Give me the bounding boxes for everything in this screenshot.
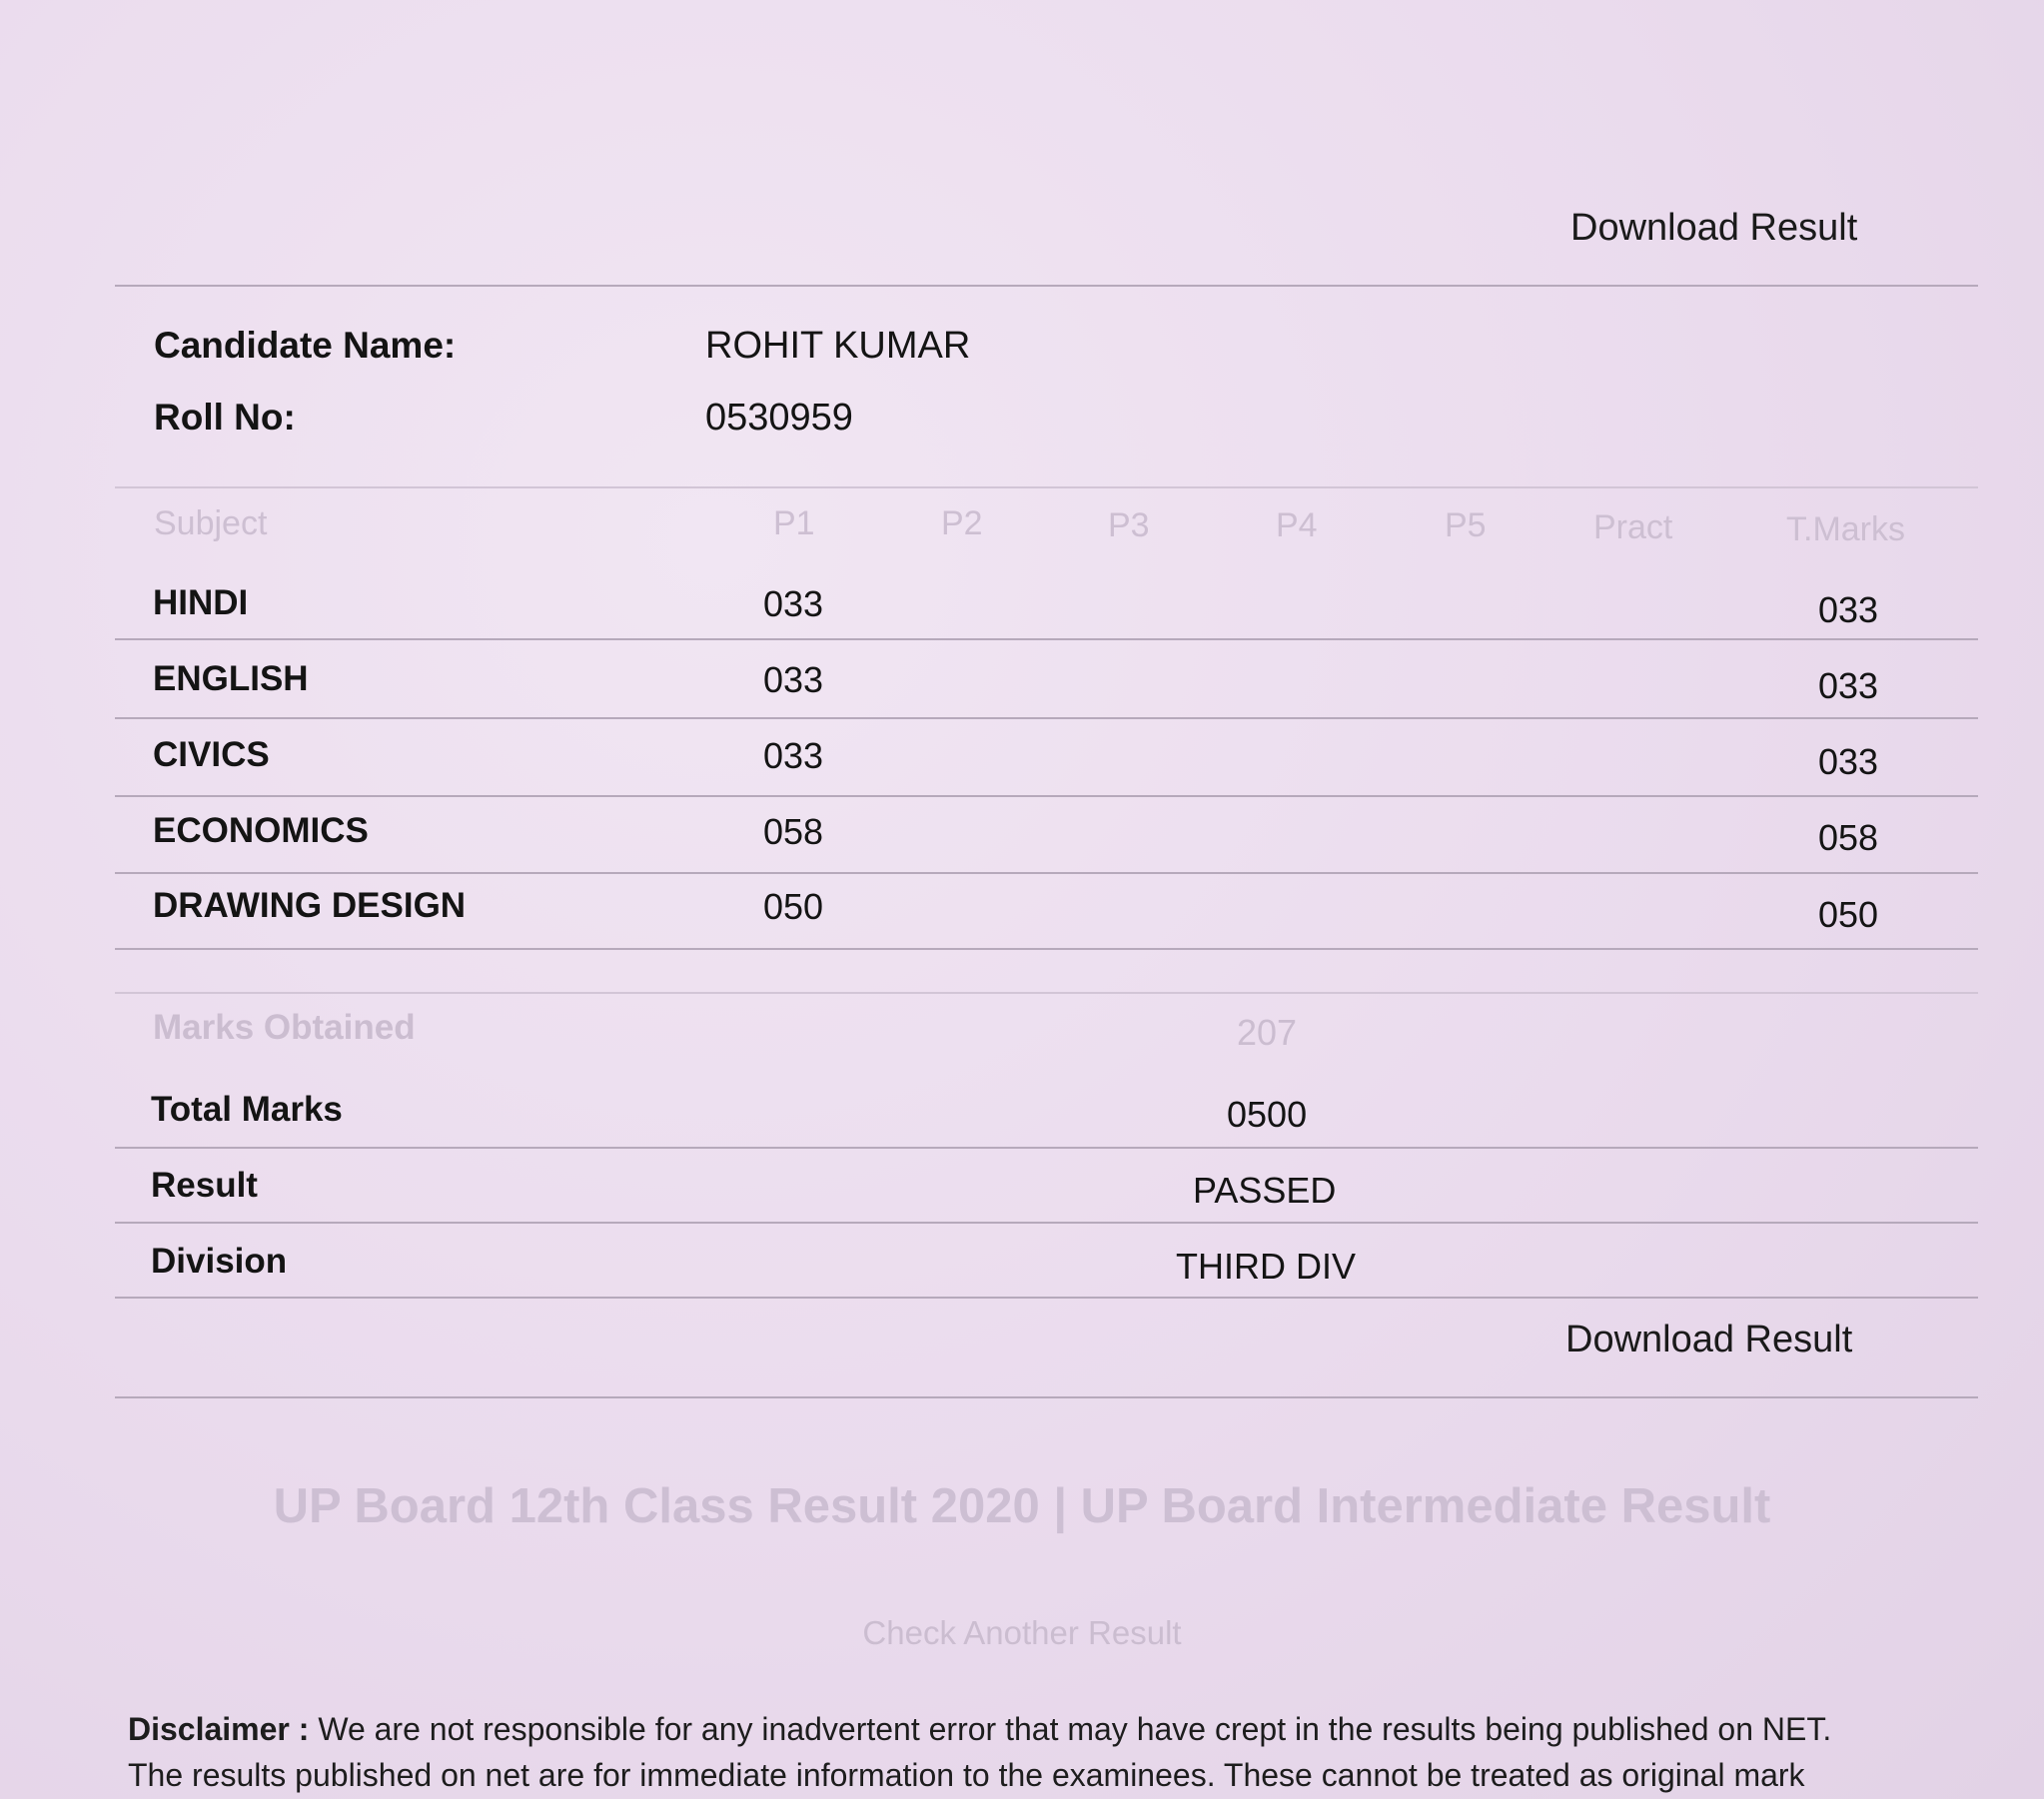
- disclaimer-line-1: We are not responsible for any inadvertent error that may have crept in the results being published on NET.: [318, 1711, 1832, 1747]
- row-divider: [115, 795, 1978, 797]
- row-divider: [115, 1147, 1978, 1149]
- row-p1: 033: [763, 659, 824, 700]
- download-result-link-bottom[interactable]: Download Result: [1565, 1319, 1853, 1360]
- row-subject: DRAWING DESIGN: [153, 886, 467, 925]
- header-p3: P3: [1108, 506, 1150, 544]
- header-p2: P2: [941, 504, 983, 542]
- row-divider: [115, 717, 1978, 719]
- row-subject: ENGLISH: [153, 659, 309, 698]
- header-p5: P5: [1445, 506, 1487, 544]
- row-divider: [115, 872, 1978, 874]
- result-value: PASSED: [1193, 1170, 1337, 1211]
- divider-bottom: [115, 1396, 1978, 1398]
- row-subject: CIVICS: [153, 735, 270, 774]
- total-marks-label: Total Marks: [151, 1090, 343, 1129]
- divider-top: [115, 285, 1978, 287]
- header-subject: Subject: [154, 504, 268, 542]
- disclaimer-line-2: The results published on net are for immediate information to the examinees. These cannot be treated as original mark: [128, 1757, 1805, 1793]
- roll-no-value: 0530959: [705, 397, 853, 439]
- row-total: 058: [1818, 817, 1879, 858]
- disclaimer-label: Disclaimer :: [128, 1711, 310, 1747]
- row-p1: 058: [763, 811, 824, 852]
- row-p1: 033: [763, 583, 824, 624]
- total-marks-value: 0500: [1227, 1094, 1308, 1135]
- row-p1: 033: [763, 735, 824, 776]
- divider-candidate: [115, 486, 1978, 488]
- check-another-result-link[interactable]: Check Another Result: [862, 1614, 1182, 1651]
- header-p4: P4: [1276, 506, 1318, 544]
- header-p1: P1: [773, 504, 815, 542]
- marks-obtained-value: 207: [1237, 1012, 1298, 1053]
- header-tmarks: T.Marks: [1786, 510, 1905, 548]
- candidate-name-value: ROHIT KUMAR: [705, 325, 971, 367]
- row-subject: ECONOMICS: [153, 811, 369, 850]
- row-subject: HINDI: [153, 583, 249, 622]
- disclaimer: [128, 1706, 1946, 1798]
- row-total: 033: [1818, 589, 1879, 630]
- result-label: Result: [151, 1166, 258, 1205]
- row-divider: [115, 948, 1978, 950]
- row-total: 033: [1818, 665, 1879, 706]
- row-divider: [115, 638, 1978, 640]
- row-total: 033: [1818, 741, 1879, 782]
- row-divider: [115, 1297, 1978, 1299]
- row-p1: 050: [763, 886, 824, 927]
- row-divider: [115, 1222, 1978, 1224]
- row-total: 050: [1818, 894, 1879, 935]
- candidate-name-label: Candidate Name:: [154, 325, 457, 366]
- marks-obtained-label: Marks Obtained: [153, 1008, 416, 1047]
- header-pract: Pract: [1593, 508, 1673, 546]
- roll-no-label: Roll No:: [154, 397, 296, 438]
- divider-summary: [115, 992, 1978, 994]
- result-banner-heading: UP Board 12th Class Result 2020 | UP Board Intermediate Result: [273, 1479, 1771, 1533]
- division-label: Division: [151, 1242, 288, 1281]
- download-result-link-top[interactable]: Download Result: [1570, 207, 1858, 249]
- division-value: THIRD DIV: [1176, 1246, 1356, 1287]
